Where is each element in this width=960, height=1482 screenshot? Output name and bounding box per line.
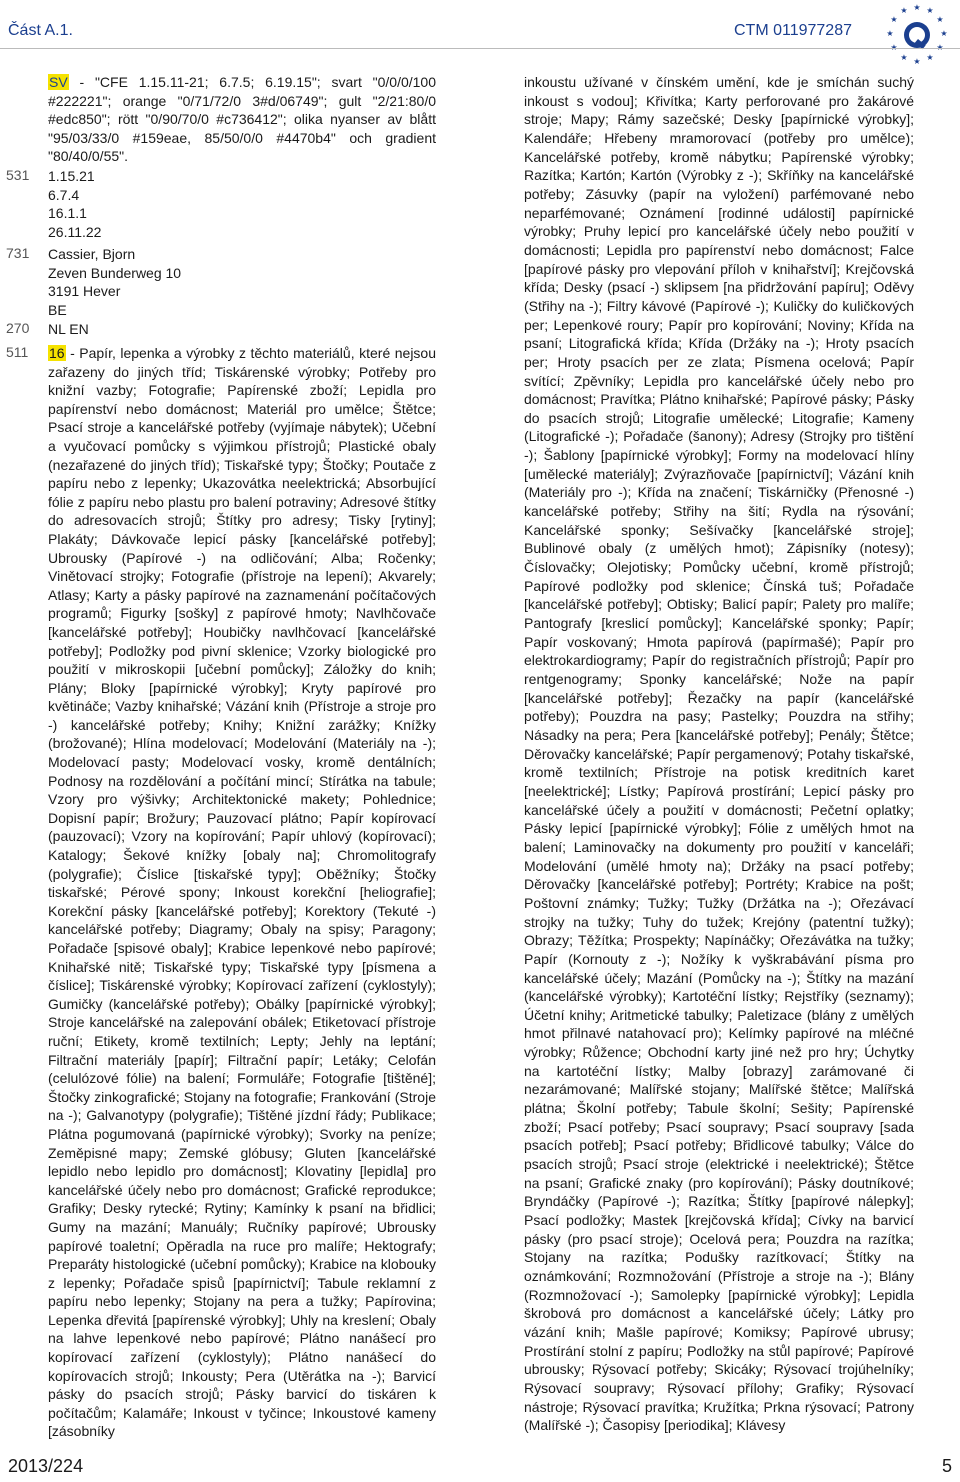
svg-text:★: ★ — [913, 57, 921, 66]
languages: NL EN — [48, 321, 89, 337]
vienna-code-1: 1.15.21 — [48, 168, 95, 184]
goods-list-left — [48, 344, 436, 1441]
language-highlight: SV — [49, 74, 68, 90]
vienna-code-3: 16.1.1 — [48, 205, 87, 222]
svg-text:★: ★ — [936, 15, 944, 24]
goods-list-right: inkoustu užívané v čínském umění, kde je smíchán suchý inkoust s vodou]; Křivítka; Karty perforované pro žakárové stroje; Mapy; Rámy sazečské; Desky [papírnické výrobky]; Kalendáře; Hřebeny mramorovací (potřeby pro umělce); Kancelářské potřeby, kromě nábytku; Papírenské výrobky; Razítka; Kartón; Kartón (Výrobky z -); Skříňky na kancelářské potřeby; Zásuvky (papír na vyložení) parfémované nebo neparfémované; Oznámení [rodinné události] papírnické výrobky; Pruhy lepicí pro kancelářské účely nebo použití v domácnosti; Lepidla pro papírenství nebo domácnost; Falce [papírové pásky pro vlepování příloh v knihařství]; Krejčovská křída; Desky (psací -) sklipsem [na přidržování papíru]; Oděvy (Střihy na -); Filtry kávové (Papírové -); Kuličky do kuličkových per; Lepenkové roury; Papír pro kopírování; Noviny; Křída na psaní; Litografická křída; Křída (Držáky na -); Hroty psacích per; Hroty psacích per ze zlata; Písmena ocelová; Papír svítící; Zpěvníky; Lepidla pro kancelářské účely nebo pro domácnost; Pravítka; Plátno knihařské; Papírové pásky; Pásky do psacích strojů; Litografie umělecké; Litografie; Kameny (Litografické -); Pořadače (šanony); Adresy (Strojky pro tištění -); Šablony [papírnické výrobky]; Formy na modelovací hlíny [umělecké materiály]; Zvýrazňovače [papírnictví]; Vázání knih (Materiály pro -); Křída na značení; Tiskárničky (Přenosné -) kancelářské potřeby; Střihy na šití; Rydla na rýsování; Kancelářské sponky; Sešívačky [kancelářské stroje]; Bublinové obaly (z umělých hmot); Zápisníky (notesy); Číslovačky; Olejotisky; Pomůcky učební, kromě přístrojů; Papírové podložky pod sklenice; Čínská tuš; Pořadače [kancelářské potřeby]; Obtisky; Balicí papír; Palety pro malíře; Pantografy [kreslicí pomůcky]; Kancelářské sponky; Papír; Papír voskovaný; Hmota papírová (papírmašé); Papír pro elektrokardiogramy; Papír do registračních přístrojů; Papír pro rentgenogramy; Sponky kancelářské; Nože na papír [kancelářské potřeby]; Řezačky na papír (kancelářské potřeby); Pouzdra na pasy; Pastelky; Pouzdra na střihy; Násadky na pera; Pera [kancelářské potřeby]; Penály; Štětce; Děrovačky kancelářské; Papír pergamenový; Potahy tiskařské, kromě textilních; Přístroje na potisk kreditních karet [neelektrické]; Lístky; Papírová prostírání; Lepicí pásky pro kancelářské účely a použití v domácnosti; Pečetní oplatky; Pásky lepicí [papírnické výrobky]; Fólie z umělých hmot na balení; Laminovačky na dokumenty pro použití v kanceláři; Modelování (umělé hmoty na); Držáky na psací potřeby; Děrovačky [kancelářské potřeby]; Portréty; Krabice na pošt; Poštovní známky; Tužky; Tužky (Držátka na -); Ořezávací strojky na tužky; Tuhy do tužek; Krejóny (patentní tužky); Obrazy; Těžítka; Prospekty; Napínáčky; Ořezávátka na tužky; Papír (Kornouty z -); Nožíky k vyškrabávání písma pro kancelářské účely; Mazání (Pomůcky na -); Štítky na mazání (kancelářské výrobky); Kartotéční lístky; Rejstříky (seznamy); Účetní knihy; Aritmetické tabulky; Paletizace (blány z umělých hmot přilnavé natahovací pro); Kelímky papírové na mléčné výrobky; Růžence; Obchodní karty jiné než pro hry; Úchytky na kartotéční lístky; Malby [obrazy] zarámované či nezarámované; Malířské stojany; Malířské štětce; Malířská plátna; Školní potřeby; Tabule školní; Sešity; Papírenské zboží; Psací potřeby; Psací soupravy; Psací soupravy [sada psacích potřeb]; Psací potřeby; Břidlicové tabulky; Válce do psacích strojů; Psací stroje (elektrické i neelektrické); Štětce na psaní; Grafické znaky (pro kopírování); Pásky doutníkové; Bryndáčky (Papírové -); Razítka; Štítky [papírové nálepky]; Psací podložky; Mastek [krejčovská křída]; Cívky na barvicí pásky (pro psací stroje); Ocelová pera; Pouzdra na razítka; Stojany na razítka; Podušky razítkovací; Štítky na oznámkování; Rozmnožování (Přístroje a stroje na -); Blány (Rozmnožovací -); Samolepky [papírnické výrobky]; Lepidla škrobová pro domácnost a kancelářské účely; Látky pro vázání knih; Mašle papírové; Komiksy; Papírové ubrusy; Prostírání stolní z papíru; Podložky na stůl papírové; Papírové ubrousky; Rýsovací potřeby; Skicáky; Rýsovací trojúhelníky; Rýsovací soupravy; Rýsovací přílohy; Grafiky; Rýsovací nástroje; Rýsovací pravítka; Kružítka; Prkna rýsovací; Patrony (Malířské -); Časopisy [periodika]; Klávesy — [524, 74, 914, 1434]
ctm-number: CTM 011977287 — [734, 22, 852, 39]
class-number: 16 — [49, 345, 65, 361]
svg-text:★: ★ — [900, 53, 908, 62]
euipo-logo — [882, 0, 952, 70]
code-531: 531 — [6, 167, 30, 183]
owner-name: Cassier, Bjorn — [48, 246, 136, 262]
vienna-code-2: 6.7.4 — [48, 186, 80, 203]
code-511: 511 — [6, 344, 29, 360]
owner-street: Zeven Bunderweg 10 — [48, 264, 182, 281]
header-rule — [0, 48, 960, 49]
section-label: Část A.1. — [8, 22, 73, 39]
page-number: 5 — [941, 1456, 952, 1476]
code-270: 270 — [6, 320, 30, 336]
svg-text:★: ★ — [940, 29, 948, 38]
svg-text:★: ★ — [926, 6, 934, 15]
code-731: 731 — [6, 245, 30, 261]
description-block — [48, 73, 436, 166]
owner-country: BE — [48, 301, 67, 318]
owner-city: 3191 Hever — [48, 283, 121, 300]
description-text: - "CFE 1.15.11-21; 6.7.5; 6.19.15"; svart "0/0/0/100 #222221"; orange "0/71/72/0 3#d/06749"; gult "2/21:80/0 #edc850"; rött "0/90/70/0 #c736412"; olika nyanser av blått "95/03/33/0 #159eae, 85/50/0/0 #4470b4" och gradient "80/40/0/55". — [48, 74, 436, 165]
svg-text:★: ★ — [886, 29, 894, 38]
svg-text:★: ★ — [890, 15, 898, 24]
svg-text:★: ★ — [913, 3, 921, 12]
goods-text-left: - Papír, lepenka a výrobky z těchto materiálů, které nejsou zařazeny do jiných tříd; Tiskárenské výrobky; Potřeby pro knižní vazby; Fotografie; Papírenské zboží; Lepidla pro papírenství nebo domácnost; Materiál pro umělce; Štětce; Psací stroje a kancelářské potřeby (vyjímaje nábytek); Učební a vyučovací pomůcky s výjimkou přístrojů; Plastické obaly (nezařazené do jiných tříd); Tiskařské typy; Štočky; Poutače z papíru nebo z lepenky; Ukazovátka neelektrická; Absorbující fólie z papíru nebo plastu pro balení potraviny; Adresové štítky do adresovacích strojů; Štítky pro adresy; Tisky [rytiny]; Plakáty; Dávkovače lepicí pásky [kancelářské potřeby]; Ubrousky (Papírové -) na odličování; Alba; Ročenky; Vinětovací strojky; Fotografie (přístroje na lepení); Akvarely; Atlasy; Karty a pásky papírové na zaznamenání počítačových programů; Figurky [sošky] z papírové hmoty; Navlhčovače [kancelářské potřeby]; Houbičky navlhčovací [kancelářské potřeby]; Podložky pod pivní sklenice; Vzorky biologické pro použití v mikroskopii [učební pomůcky]; Záložky do knih; Plány; Bloky [papírnické výrobky]; Kryty papírové pro květináče; Vazby knihařské; Vázání knih (Přístroje a stroje pro -) kancelářské potřeby; Knihy; Knižní zarážky; Knížky (brožované); Hlína modelovací; Modelování (Materiály na -); Modelovací pasty; Modelovací vosky, kromě dentálních; Podnosy na rozdělování a počítání mincí; Stírátka na tabule; Vzory pro výšivky; Architektonické makety; Pohlednice; Dopisní papír; Brožury; Pauzovací plátno; Papír kopírovací (pauzovací); Vzory na kopírování; Papír uhlový (kopírovací); Katalogy; Šekové knížky [obaly na]; Chromolitografy (polygrafie); Číslice [tiskařské typy]; Oběžníky; Štočky tiskařské; Pérové spony; Inkoust korekční [heliografie]; Korekční pásky [kancelářské potřeby]; Korektory (Tekuté -) kancelářské potřeby; Diagramy; Obaly na spisy; Paragony; Pořadače [spisové obaly]; Krabice lepenkové nebo papírové; Knihařské nitě; Tiskařské typy; Tiskařské typy [písmena a číslice]; Tiskárenské výrobky; Kopírovací zařízení (cyklostyly); Gumičky (kancelářské potřeby); Obálky [papírnické výrobky]; Stroje kancelářské na zalepování obálek; Etiketovací přístroje ruční; Etikety, kromě textilních; Lepty; Jehly na leptání; Filtrační materiály [papír]; Filtrační papír; Letáky; Celofán (celulózové fólie) na balení; Formuláře; Fotografie [tištěné]; Štočky zinkografické; Stojany na fotografie; Frankování (Stroje na -); Galvanotypy (polygrafie); Tištěné jízdní řády; Publikace; Plátna pogumovaná (papírnické výrobky); Svorky na peníze; Zeměpisné mapy; Zemské glóbusy; Gluten [kancelářské lepidlo nebo lepidlo pro domácnost]; Klovatiny [lepidla] pro kancelářské účely nebo pro domácnost; Grafické reprodukce; Grafiky; Desky rytecké; Rytiny; Kamínky k psaní na břidlici; Gumy na mazání; Manuály; Ručníky papírové; Ubrousky papírové toaletní; Opěradla na ruce pro malíře; Hektografy; Preparáty histologické (učební pomůcky); Krabice na klobouky z lepenky; Pořadače spisů [papírnictví]; Tabule reklamní z papíru nebo lepenky; Stojany na pera a tužky; Papírovina; Lepenka dřevitá [papírenské výrobky]; Uhly na kreslení; Obaly na lahve lepenkové nebo papírové; Plátno nanášecí pro kopírovací zařízení (cyklostyly); Plátno nanášecí do kopírovacích strojů; Inkousty; Pera (Utěrátka na -); Barvicí pásky do psacích strojů; Pásky barvicí do tiskáren k počítačům; Kalamáře; Inkoust v tyčince; Inkoustové kameny [zásobníky — [48, 345, 436, 1440]
issue-number: 2013/224 — [8, 1456, 84, 1476]
svg-text:★: ★ — [900, 6, 908, 15]
vienna-codes — [48, 167, 436, 241]
svg-text:★: ★ — [926, 53, 934, 62]
owner-block — [48, 245, 436, 319]
vienna-code-4: 26.11.22 — [48, 223, 102, 240]
